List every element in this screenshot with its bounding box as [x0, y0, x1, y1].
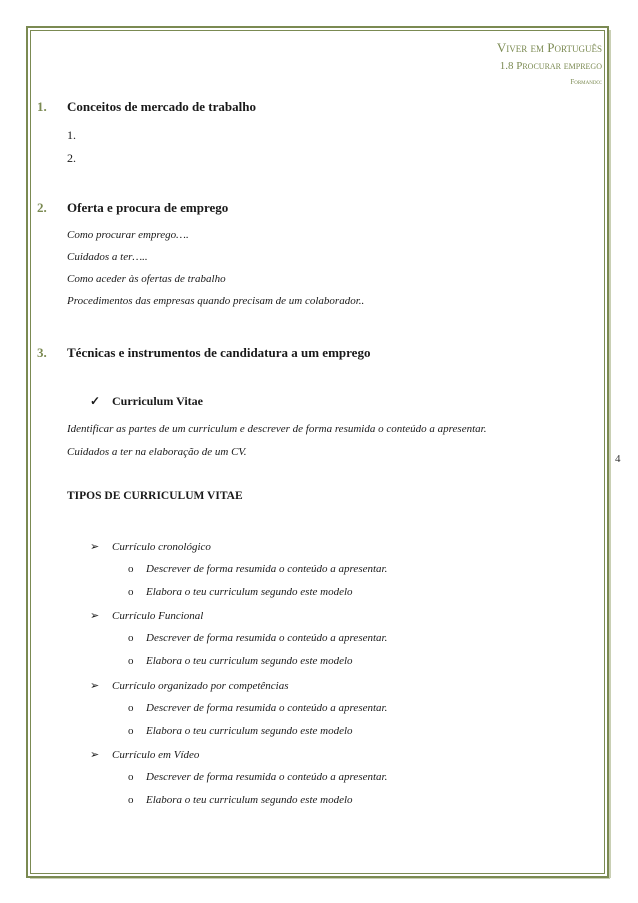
- section-title: Oferta e procura de emprego: [67, 200, 229, 215]
- type-subitem: [128, 586, 353, 598]
- subitem-text: Elabora o teu curriculum segundo este modelo: [146, 794, 353, 806]
- section-title: Conceitos de mercado de trabalho: [67, 99, 256, 114]
- types-heading: TIPOS DE CURRICULUM VITAE: [67, 490, 243, 502]
- circle-bullet-icon: o: [128, 702, 134, 714]
- subitem-text: Descrever de forma resumida o conteúdo a apresentar.: [146, 563, 388, 575]
- circle-bullet-icon: o: [128, 586, 134, 598]
- header-title: Viver em Português: [496, 40, 602, 55]
- check-item-label: Curriculum Vitae: [112, 394, 203, 408]
- arrow-bullet-icon: ➢: [90, 541, 100, 553]
- type-item: [90, 540, 211, 553]
- type-item: [90, 748, 199, 761]
- section-1-heading: [37, 99, 256, 115]
- type-item: [90, 679, 289, 692]
- circle-bullet-icon: o: [128, 725, 134, 737]
- type-subitem: [128, 725, 353, 737]
- header-subtitle: 1.8 Procurar emprego: [499, 60, 602, 72]
- checkmark-icon: ✓: [90, 394, 101, 408]
- type-subitem: [128, 632, 387, 644]
- check-item: [90, 394, 203, 409]
- subitem-text: Elabora o teu curriculum segundo este modelo: [146, 655, 353, 667]
- list-item: 2.: [67, 151, 76, 165]
- section-2-heading: [37, 200, 228, 216]
- type-subitem: [128, 771, 387, 783]
- type-subitem: [128, 655, 353, 667]
- circle-bullet-icon: o: [128, 655, 134, 667]
- page-number: 4: [615, 453, 621, 465]
- type-subitem: [128, 794, 353, 806]
- section-title: Técnicas e instrumentos de candidatura a um emprego: [67, 345, 371, 360]
- list-item: Como aceder às ofertas de trabalho: [67, 273, 226, 285]
- list-item: Como procurar emprego….: [67, 229, 189, 241]
- subitem-text: Descrever de forma resumida o conteúdo a apresentar.: [146, 771, 388, 783]
- circle-bullet-icon: o: [128, 632, 134, 644]
- list-item: 1.: [67, 128, 76, 142]
- subitem-text: Elabora o teu curriculum segundo este modelo: [146, 586, 353, 598]
- section-number: 3.: [37, 345, 47, 360]
- circle-bullet-icon: o: [128, 794, 134, 806]
- type-label: Currículo organizado por competências: [112, 680, 289, 692]
- arrow-bullet-icon: ➢: [90, 610, 100, 622]
- subitem-text: Descrever de forma resumida o conteúdo a apresentar.: [146, 702, 388, 714]
- arrow-bullet-icon: ➢: [90, 749, 100, 761]
- section-3-heading: [37, 345, 370, 361]
- type-subitem: [128, 563, 387, 575]
- subitem-text: Elabora o teu curriculum segundo este modelo: [146, 725, 353, 737]
- type-item: [90, 609, 203, 622]
- subitem-text: Descrever de forma resumida o conteúdo a apresentar.: [146, 632, 388, 644]
- section-number: 2.: [37, 200, 47, 215]
- type-label: Currículo cronológico: [112, 541, 211, 553]
- body-line: Identificar as partes de um curriculum e descrever de forma resumida o conteúdo a apresentar.: [67, 423, 487, 435]
- arrow-bullet-icon: ➢: [90, 680, 100, 692]
- circle-bullet-icon: o: [128, 771, 134, 783]
- header-field: Formando:: [570, 78, 602, 86]
- type-label: Currículo Funcional: [112, 610, 204, 622]
- list-item: Procedimentos das empresas quando precisam de um colaborador..: [67, 295, 365, 307]
- section-number: 1.: [37, 99, 47, 114]
- type-label: Currículo em Vídeo: [112, 749, 200, 761]
- circle-bullet-icon: o: [128, 563, 134, 575]
- list-item: Cuidados a ter…..: [67, 251, 148, 263]
- type-subitem: [128, 702, 387, 714]
- body-line: Cuidados a ter na elaboração de um CV.: [67, 446, 247, 458]
